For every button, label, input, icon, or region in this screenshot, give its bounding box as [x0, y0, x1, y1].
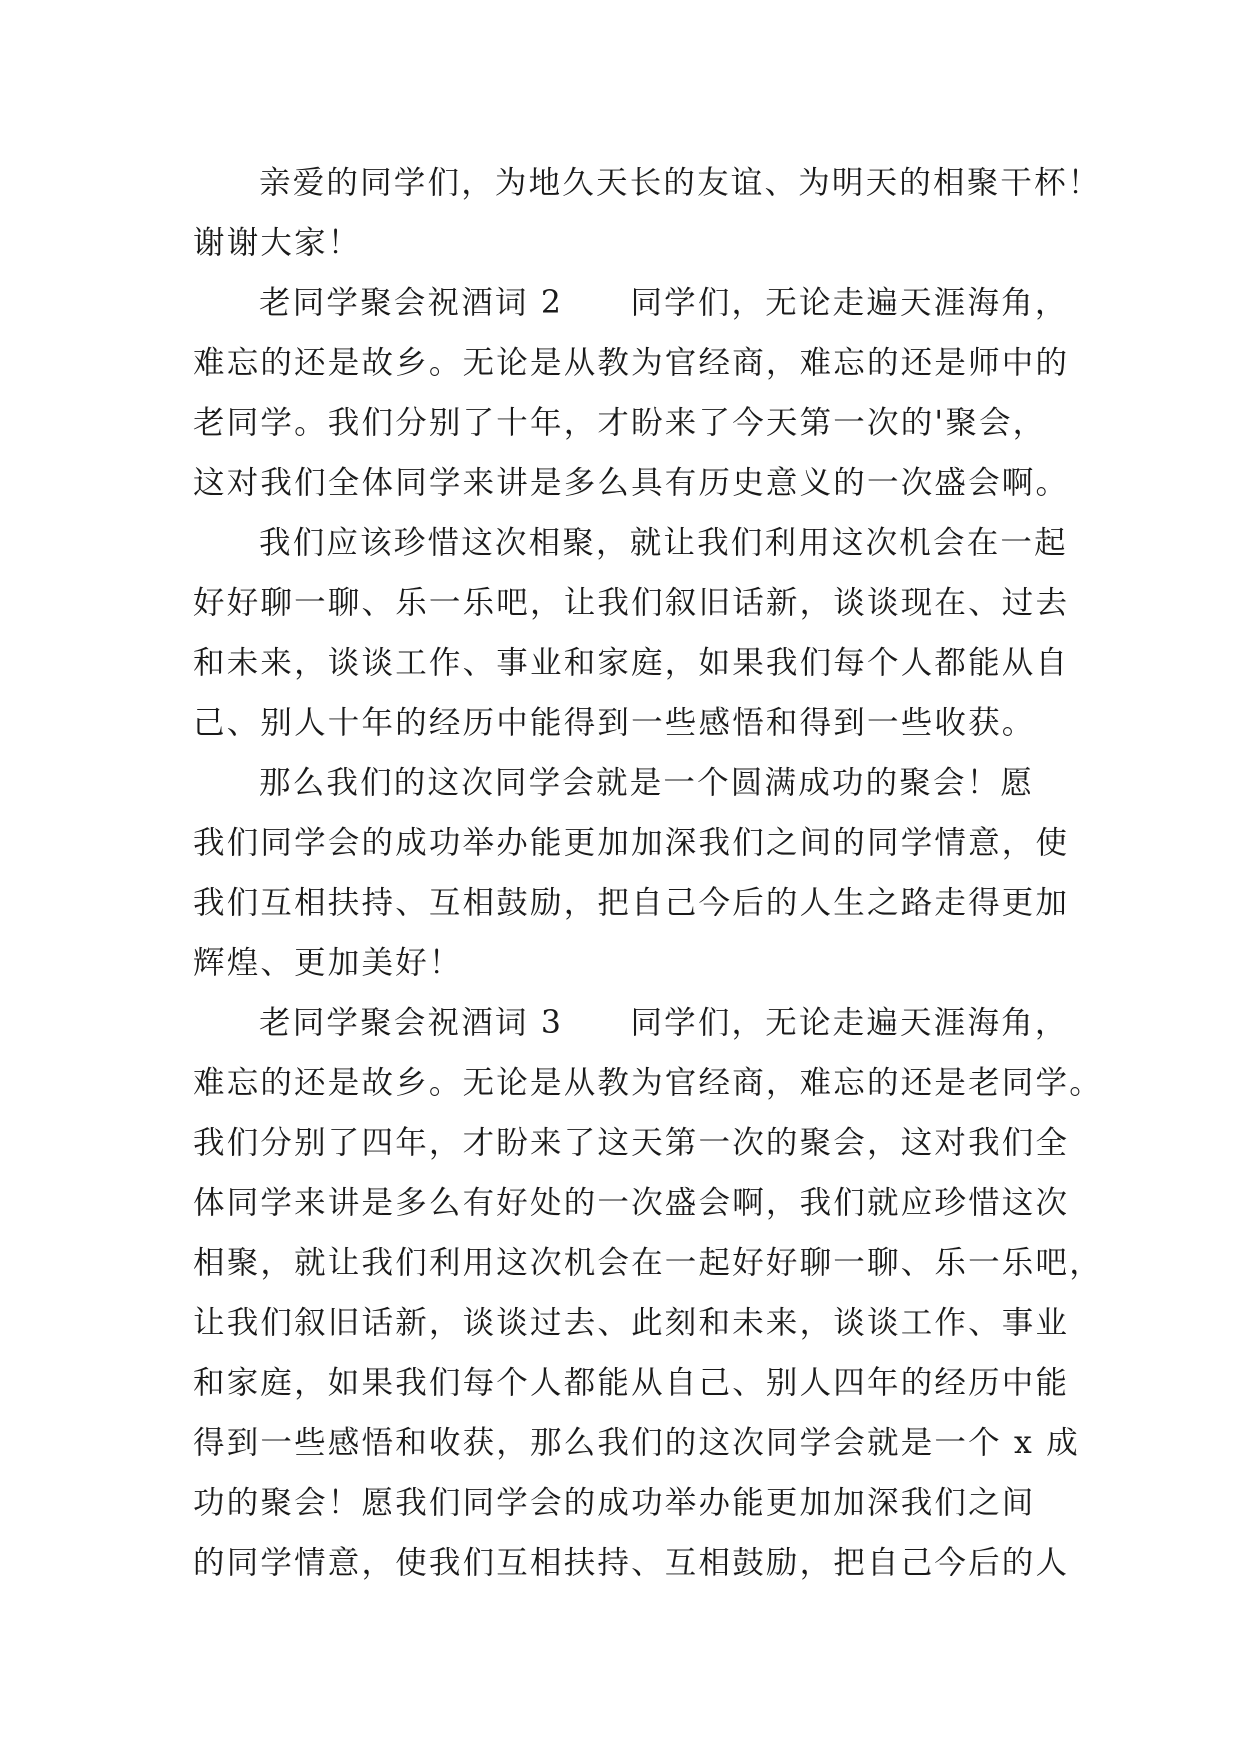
- document-body: [193, 153, 1103, 1593]
- text-line: 老同学。我们分别了十年，才盼来了今天第一次的'聚会，: [193, 405, 1047, 441]
- text-line: 得到一些感悟和收获，那么我们的这次同学会就是一个 x 成: [193, 1425, 1080, 1461]
- text-line: 让我们叙旧话新，谈谈过去、此刻和未来，谈谈工作、事业: [193, 1305, 1070, 1341]
- text-line: 我们同学会的成功举办能更加加深我们之间的同学情意，使: [193, 825, 1070, 861]
- text-line: 那么我们的这次同学会就是一个圆满成功的聚会！愿: [259, 765, 1035, 801]
- text-line: 老同学聚会祝酒词 2 同学们，无论走遍天涯海角，: [259, 285, 1069, 321]
- text-line: 相聚，就让我们利用这次机会在一起好好聊一聊、乐一乐吧，: [193, 1245, 1103, 1281]
- text-line: 我们分别了四年，才盼来了这天第一次的聚会，这对我们全: [193, 1125, 1070, 1161]
- text-line: 我们应该珍惜这次相聚，就让我们利用这次机会在一起: [259, 525, 1068, 561]
- text-line: 我们互相扶持、互相鼓励，把自己今后的人生之路走得更加: [193, 885, 1070, 921]
- text-line: 难忘的还是故乡。无论是从教为官经商，难忘的还是师中的: [193, 345, 1070, 381]
- text-line: 功的聚会！愿我们同学会的成功举办能更加加深我们之间: [193, 1485, 1036, 1521]
- text-line: 己、别人十年的经历中能得到一些感悟和得到一些收获。: [193, 705, 1036, 741]
- text-line: 谢谢大家！: [193, 225, 362, 261]
- text-line: 辉煌、更加美好！: [193, 945, 463, 981]
- text-line: 难忘的还是故乡。无论是从教为官经商，难忘的还是老同学。: [193, 1065, 1103, 1101]
- text-line: 体同学来讲是多么有好处的一次盛会啊，我们就应珍惜这次: [193, 1185, 1070, 1221]
- text-line: 好好聊一聊、乐一乐吧，让我们叙旧话新，谈谈现在、过去: [193, 585, 1070, 621]
- text-line: 亲爱的同学们，为地久天长的友谊、为明天的相聚干杯！: [259, 165, 1102, 201]
- text-line: 老同学聚会祝酒词 3 同学们，无论走遍天涯海角，: [259, 1005, 1069, 1041]
- text-line: 这对我们全体同学来讲是多么具有历史意义的一次盛会啊。: [193, 465, 1070, 501]
- text-line: 的同学情意，使我们互相扶持、互相鼓励，把自己今后的人: [193, 1545, 1070, 1581]
- text-line: 和未来，谈谈工作、事业和家庭，如果我们每个人都能从自: [193, 645, 1070, 681]
- text-line: 和家庭，如果我们每个人都能从自己、别人四年的经历中能: [193, 1365, 1070, 1401]
